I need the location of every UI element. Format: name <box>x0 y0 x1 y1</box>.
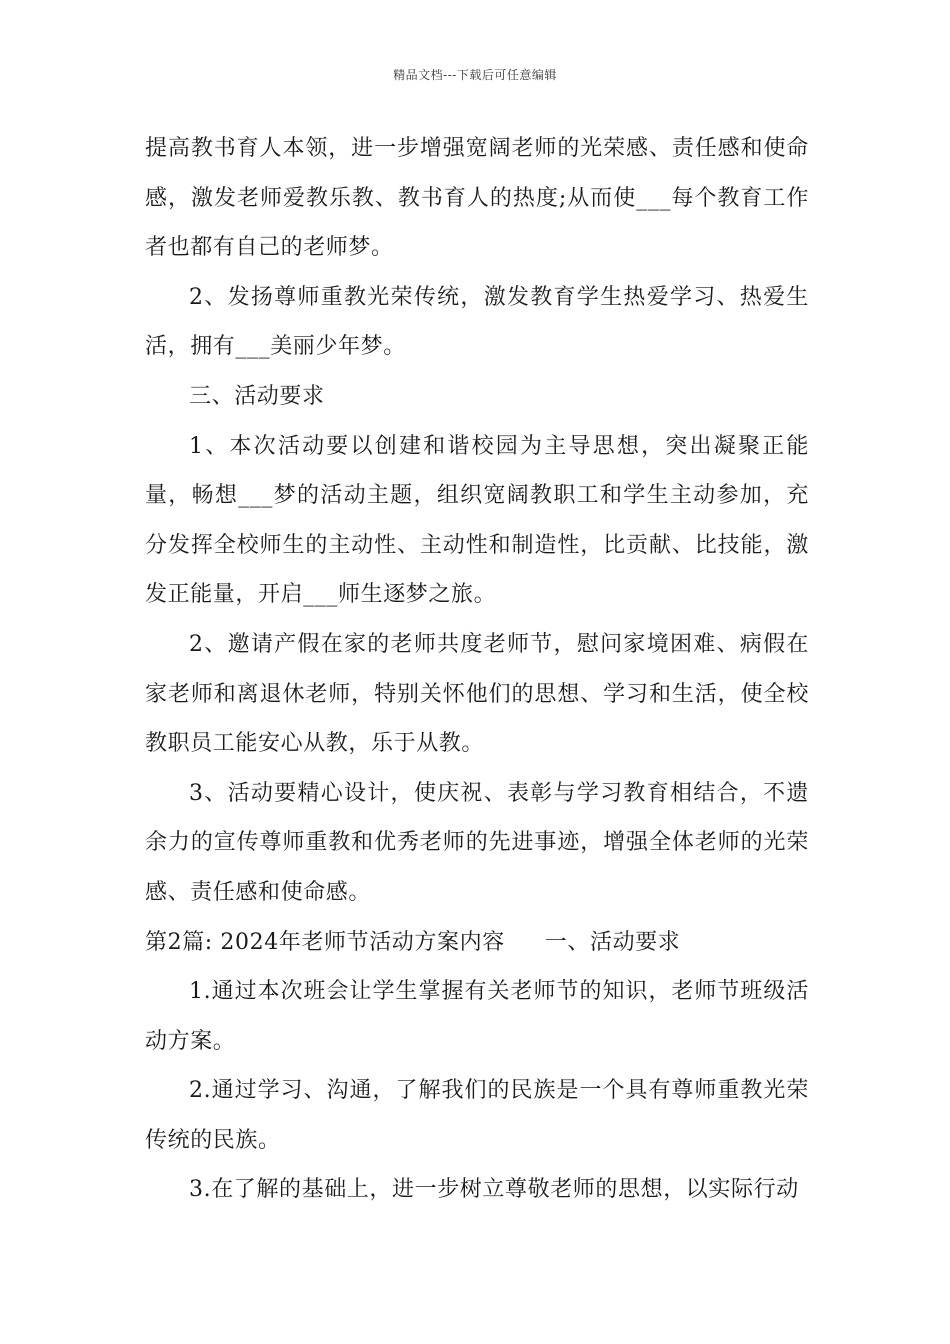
section-heading-requirements: 三、活动要求 <box>189 383 325 409</box>
paragraph-item-2: 2、发扬尊师重教光荣传统，激发教育学生热爱学习、热爱生活，拥有___美丽少年梦。 <box>145 284 809 360</box>
objective-item-3: 3.在了解的基础上，进一步树立尊敬老师的思想，以实际行动 <box>189 1177 799 1203</box>
page-header: 精品文档---下载后可任意编辑 <box>393 68 557 82</box>
requirement-item-3: 3、活动要精心设计，使庆祝、表彰与学习教育相结合，不遗余力的宣传尊师重教和优秀老师的先进事迹，增强全体老师的光荣感、责任感和使命感。 <box>145 780 809 905</box>
chapter-section: 一、活动要求 <box>544 929 681 955</box>
chapter-heading <box>145 918 809 968</box>
chapter-title: 第2篇: 2024年老师节活动方案内容 <box>145 929 505 955</box>
requirement-item-1: 1、本次活动要以创建和谐校园为主导思想，突出凝聚正能量，畅想___梦的活动主题，组织宽阔教职工和学生主动参加，充分发挥全校师生的主动性、主动性和制造性，比贡献、比技能，激发正能量，开启___师生逐梦之旅。 <box>145 433 809 608</box>
objective-item-1: 1.通过本次班会让学生掌握有关老师节的知识，老师节班级活动方案。 <box>145 979 809 1054</box>
requirement-item-2: 2、邀请产假在家的老师共度老师节，慰问家境困难、病假在家老师和离退休老师，特别关怀他们的思想、学习和生活，使全校教职员工能安心从教，乐于从教。 <box>145 631 809 757</box>
objective-item-2: 2.通过学习、沟通，了解我们的民族是一个具有尊师重教光荣传统的民族。 <box>145 1078 809 1153</box>
paragraph-continuation: 提高教书育人本领，进一步增强宽阔老师的光荣感、责任感和使命感，激发老师爱教乐教、教书育人的热度;从而使___每个教育工作者也都有自己的老师梦。 <box>145 136 809 261</box>
document-body <box>145 124 809 1215</box>
